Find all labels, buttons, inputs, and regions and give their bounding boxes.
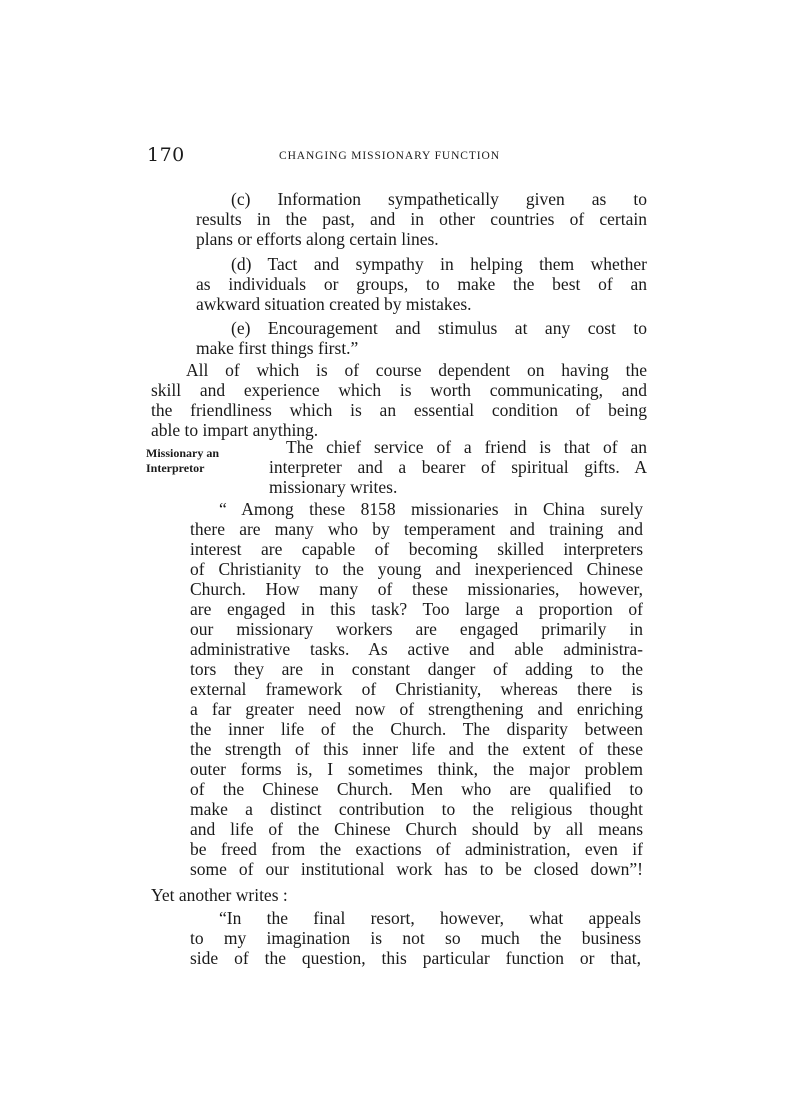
text-line: (d) Tact and sympathy in helping them whether [231, 254, 647, 274]
sidenote-line: Missionary an [146, 446, 220, 460]
text-line: as individuals or groups, to make the best of an [196, 274, 647, 294]
text-line: a far greater need now of strengthening and enriching [190, 699, 643, 719]
text-line: to my imagination is not so much the business [190, 928, 641, 948]
text-line: plans or efforts along certain lines. [196, 229, 439, 249]
text-line: results in the past, and in other countries of certain [196, 209, 647, 229]
text-line: the friendliness which is an essential condition of being [151, 400, 647, 420]
text-line: be freed from the exactions of administration, even if [190, 839, 643, 859]
text-line: our missionary workers are engaged primarily in [190, 619, 643, 639]
text-line: external framework of Christianity, whereas there is [190, 679, 643, 699]
text-line: of the Chinese Church. Men who are qualified to [190, 779, 643, 799]
text-line: missionary writes. [269, 477, 398, 497]
text-line: there are many who by temperament and training and [190, 519, 643, 539]
text-line: (e) Encouragement and stimulus at any cost to [231, 318, 647, 338]
text-line: Church. How many of these missionaries, however, [190, 579, 643, 599]
text-line: outer forms is, I sometimes think, the major problem [190, 759, 643, 779]
text-line: tors they are in constant danger of adding to the [190, 659, 643, 679]
text-line: interest are capable of becoming skilled interpreters [190, 539, 643, 559]
text-line: The chief service of a friend is that of an [286, 437, 647, 457]
text-line: “ Among these 8158 missionaries in China surely [219, 499, 643, 519]
text-line: make a distinct contribution to the religious thought [190, 799, 643, 819]
text-line: are engaged in this task? Too large a proportion of [190, 599, 643, 619]
page-number: 170 [147, 144, 185, 166]
text-line: (c) Information sympathetically given as to [231, 189, 647, 209]
text-line: side of the question, this particular function or that, [190, 948, 641, 968]
text-line: and life of the Chinese Church should by all means [190, 819, 643, 839]
sidenote-line: Interpretor [146, 461, 205, 475]
text-line: the inner life of the Church. The disparity between [190, 719, 643, 739]
text-line: skill and experience which is worth communicating, and [151, 380, 647, 400]
text-line: Yet another writes : [151, 885, 288, 905]
text-line: the strength of this inner life and the extent of these [190, 739, 643, 759]
text-line: make first things first.” [196, 338, 359, 358]
text-line: interpreter and a bearer of spiritual gifts. A [269, 457, 647, 477]
text-line: of Christianity to the young and inexperienced Chinese [190, 559, 643, 579]
text-line: able to impart anything. [151, 420, 319, 440]
running-head [147, 146, 647, 168]
text-line: administrative tasks. As active and able administra- [190, 639, 643, 659]
text-line: All of which is of course dependent on having the [186, 360, 647, 380]
running-title: CHANGING MISSIONARY FUNCTION [279, 150, 500, 162]
text-line: some of our institutional work has to be closed down”! [190, 859, 643, 879]
text-line: awkward situation created by mistakes. [196, 294, 472, 314]
text-line: “In the final resort, however, what appeals [219, 908, 641, 928]
